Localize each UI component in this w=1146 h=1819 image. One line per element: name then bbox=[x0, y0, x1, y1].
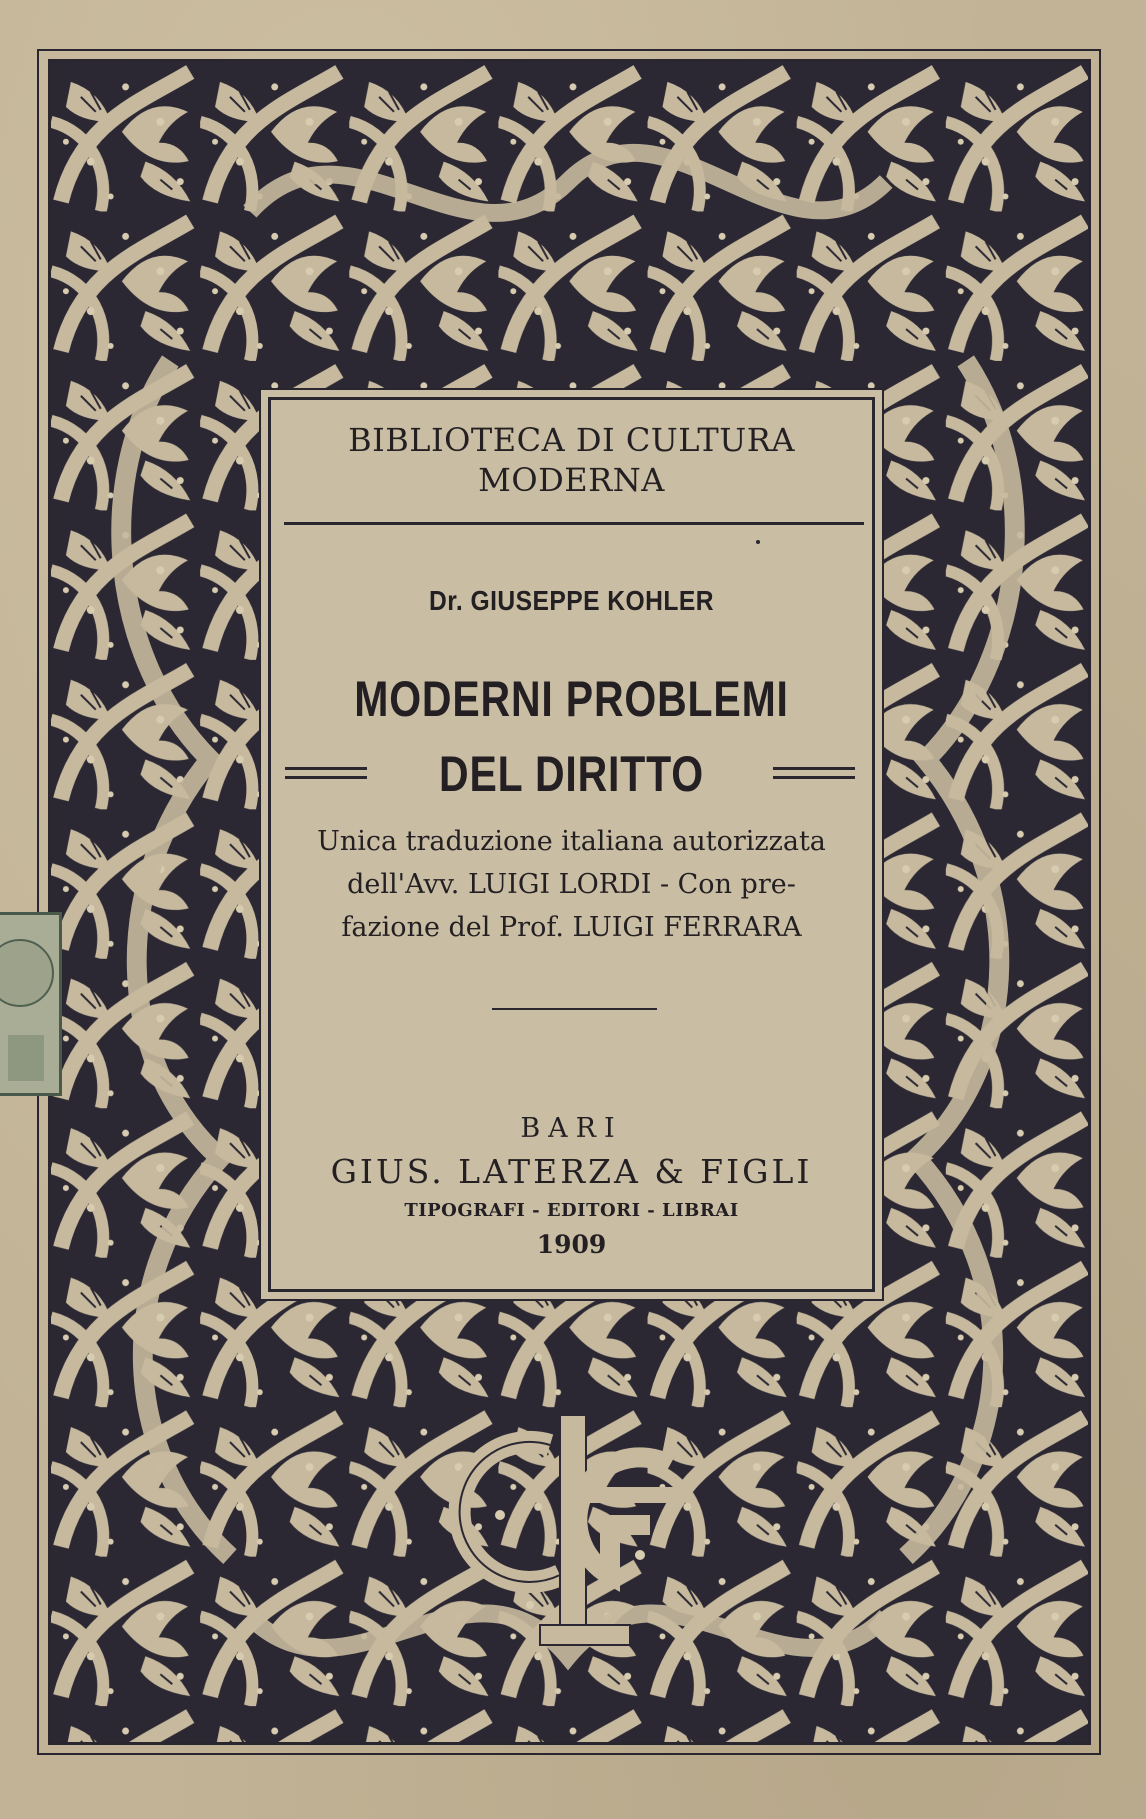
series-title-line1: BIBLIOTECA DI CULTURA bbox=[348, 421, 795, 459]
translation-note-line2: dell'Avv. LUIGI LORDI - Con pre- bbox=[347, 869, 796, 900]
double-rule-right bbox=[773, 767, 855, 779]
publication-city: BARI bbox=[520, 1113, 623, 1144]
translation-note-line1: Unica traduzione italiana autorizzata bbox=[317, 826, 826, 857]
publication-year: 1909 bbox=[536, 1230, 607, 1259]
stamp-emblem-icon bbox=[0, 939, 54, 1007]
book-title-line2-row bbox=[271, 745, 872, 805]
glf-monogram-icon bbox=[440, 1385, 710, 1685]
publisher-name: GIUS. LATERZA & FIGLI bbox=[330, 1152, 813, 1191]
ink-speck bbox=[756, 540, 760, 544]
library-stamp-sticker bbox=[0, 912, 62, 1096]
book-title-line1: MODERNI PROBLEMI bbox=[354, 671, 789, 727]
author-name: Dr. GIUSEPPE KOHLER bbox=[429, 585, 714, 616]
short-divider bbox=[492, 1008, 657, 1010]
series-divider bbox=[284, 522, 864, 525]
series-title-line2: MODERNA bbox=[478, 461, 665, 499]
book-title-line2: DEL DIRITTO bbox=[439, 746, 704, 802]
publisher-trades: TIPOGRAFI - EDITORI - LIBRAI bbox=[404, 1200, 739, 1221]
stamp-panel bbox=[8, 1035, 44, 1081]
translation-note-line3: fazione del Prof. LUIGI FERRARA bbox=[341, 912, 802, 943]
title-panel bbox=[268, 397, 875, 1292]
